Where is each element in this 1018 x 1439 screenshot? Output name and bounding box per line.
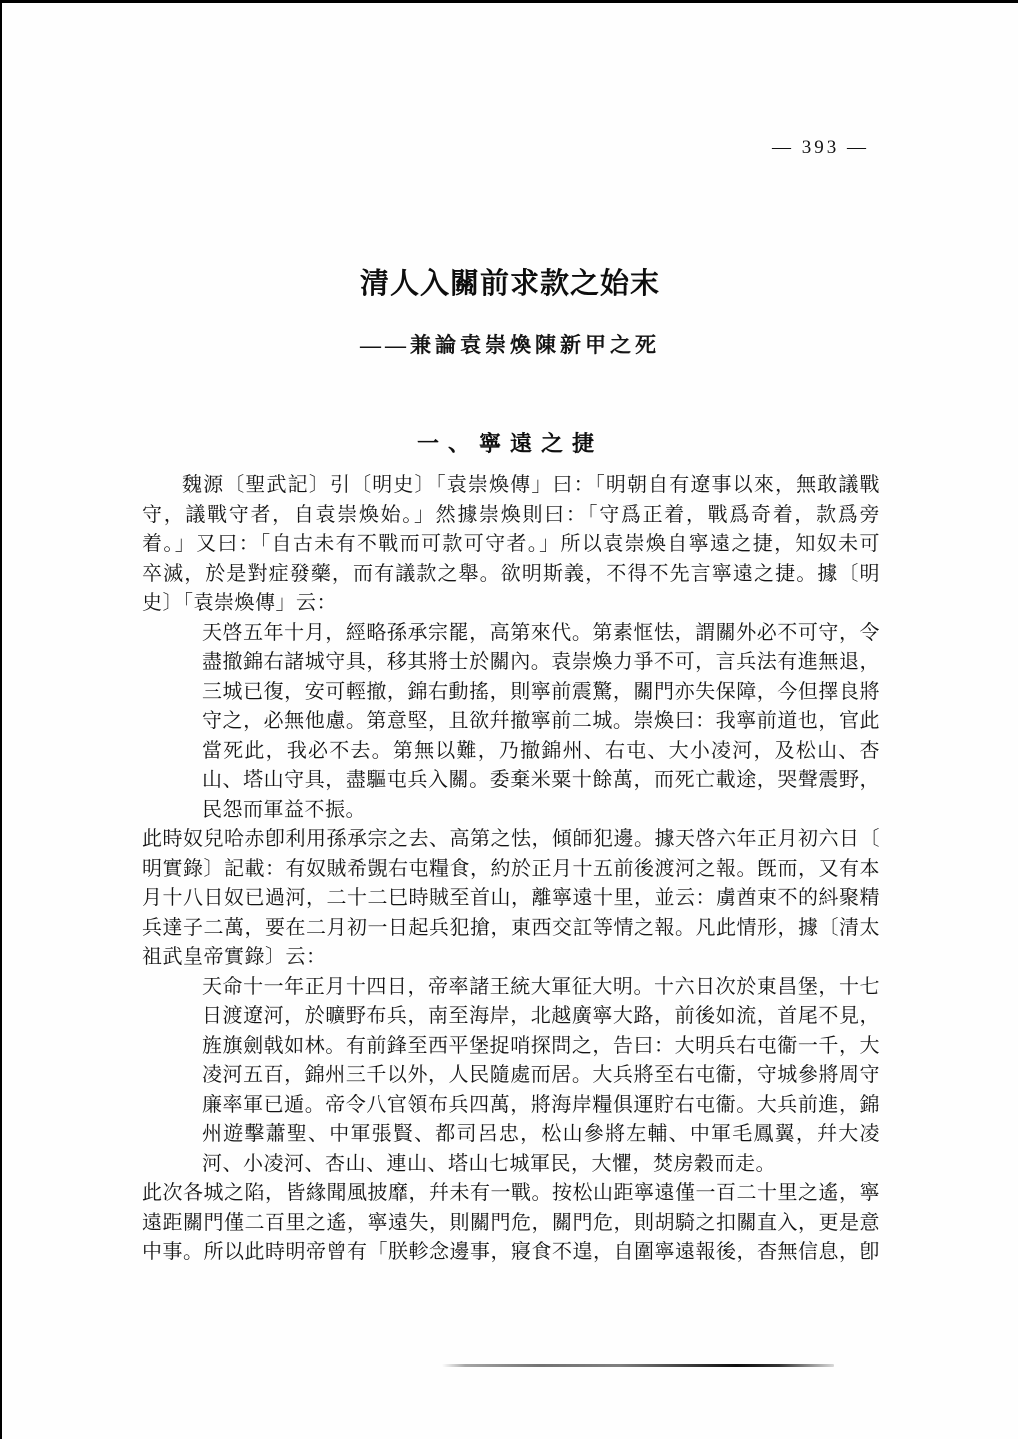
text-line: 凌河五百，錦州三千以外，人民隨處而居。大兵將至右屯衞，守城參將周守 — [202, 1064, 880, 1086]
text-line: 盡撤錦右諸城守具，移其將士於關內。袁崇煥力爭不可，言兵法有進無退， — [202, 651, 880, 673]
text-line: 廉率軍已遁。帝令八官領布兵四萬，將海岸糧俱運貯右屯衞。大兵前進，錦 — [202, 1093, 880, 1116]
text-line: 旌旗劍戟如林。有前鋒至西平堡捉哨探問之，告曰：大明兵右屯衞一千，大 — [202, 1034, 880, 1057]
text-line: 卒滅，於是對症發藥，而有議款之舉。欲明斯義，不得不先言寧遠之捷。據〔明 — [142, 562, 880, 585]
paragraph — [142, 825, 880, 973]
page-number: — 393 — — [772, 137, 869, 158]
text-line: 天命十一年正月十四日，帝率諸王統大軍征大明。十六日次於東昌堡，十七 — [202, 975, 880, 998]
text-line: 史〕「袁崇煥傳」云： — [142, 592, 337, 614]
text-line: 着。」又曰：「自古未有不戰而可款可守者。」所以袁崇煥自寧遠之捷，知奴未可 — [142, 533, 880, 555]
text-line: 兵達子二萬，要在二月初一日起兵犯搶，東西交訌等情之報。凡此情形，據〔清太 — [142, 916, 880, 939]
text-line: 月十八日奴已過河，二十二巳時賊至首山，離寧遠十里，並云：虜酋束不的紏聚精 — [142, 887, 880, 909]
block-quote — [202, 619, 880, 826]
paragraph — [142, 471, 880, 619]
article-subtitle: ——兼論袁崇煥陳新甲之死 — [360, 333, 660, 357]
text-line: 民怨而軍益不振。 — [202, 798, 366, 821]
article-title: 清人入關前求款之始末 — [359, 268, 660, 300]
text-line: 河、小凌河、杏山、連山、塔山七城軍民，大懼，焚房穀而走。 — [202, 1152, 776, 1175]
scan-artifact-line — [442, 1364, 834, 1367]
section-heading: 一、寧遠之捷 — [416, 431, 603, 456]
text-line: 中事。所以此時明帝曾有「朕軫念邊事，寢食不遑，自圍寧遠報後，杳無信息，卽 — [142, 1241, 880, 1263]
text-line: 三城已復，安可輕撤，錦右動搖，則寧前震驚，關門亦失保障，今但擇良將 — [202, 680, 880, 703]
text-line: 天啓五年十月，經略孫承宗罷，高第來代。第素恇怯，謂關外必不可守，令 — [202, 621, 880, 644]
text-line: 州遊擊蕭聖、中軍張賢、都司呂忠，松山參將左輔、中軍毛鳳翼，幷大凌 — [202, 1123, 880, 1145]
text-line: 魏源〔聖武記〕引〔明史〕「袁崇煥傳」曰：「明朝自有遼事以來，無敢議戰 — [182, 474, 880, 496]
text-line: 當死此，我必不去。第無以難，乃撤錦州、右屯、大小凌河，及松山、杏 — [202, 739, 880, 762]
text-line: 此時奴兒哈赤卽利用孫承宗之去、高第之怯，傾師犯邊。據天啓六年正月初六日〔 — [142, 828, 880, 850]
text-line: 祖武皇帝實錄〕云： — [142, 946, 327, 968]
text-line: 山、塔山守具，盡驅屯兵入關。委棄米粟十餘萬，而死亡載途，哭聲震野， — [202, 769, 880, 791]
block-quote — [202, 973, 880, 1180]
document-body — [142, 471, 880, 1268]
text-line: 明實錄〕記載：有奴賊希覬右屯糧食，約於正月十五前後渡河之報。旣而，又有本 — [142, 857, 880, 880]
text-line: 守之，必無他慮。第意堅，且欲幷撤寧前二城。崇煥曰：我寧前道也，官此 — [202, 710, 880, 732]
text-line: 遠距關門僅二百里之遙，寧遠失，則關門危，關門危，則胡騎之扣關直入，更是意 — [142, 1211, 880, 1234]
text-line: 守，議戰守者，自袁崇煥始。」然據崇煥則曰：「守爲正着，戰爲奇着，款爲旁 — [142, 503, 880, 526]
paragraph — [142, 1179, 880, 1268]
text-line: 此次各城之陷，皆緣聞風披靡，幷未有一戰。按松山距寧遠僅一百二十里之遙，寧 — [142, 1182, 880, 1204]
text-line: 日渡遼河，於曠野布兵，南至海岸，北越廣寧大路，前後如流，首尾不見， — [202, 1005, 880, 1027]
